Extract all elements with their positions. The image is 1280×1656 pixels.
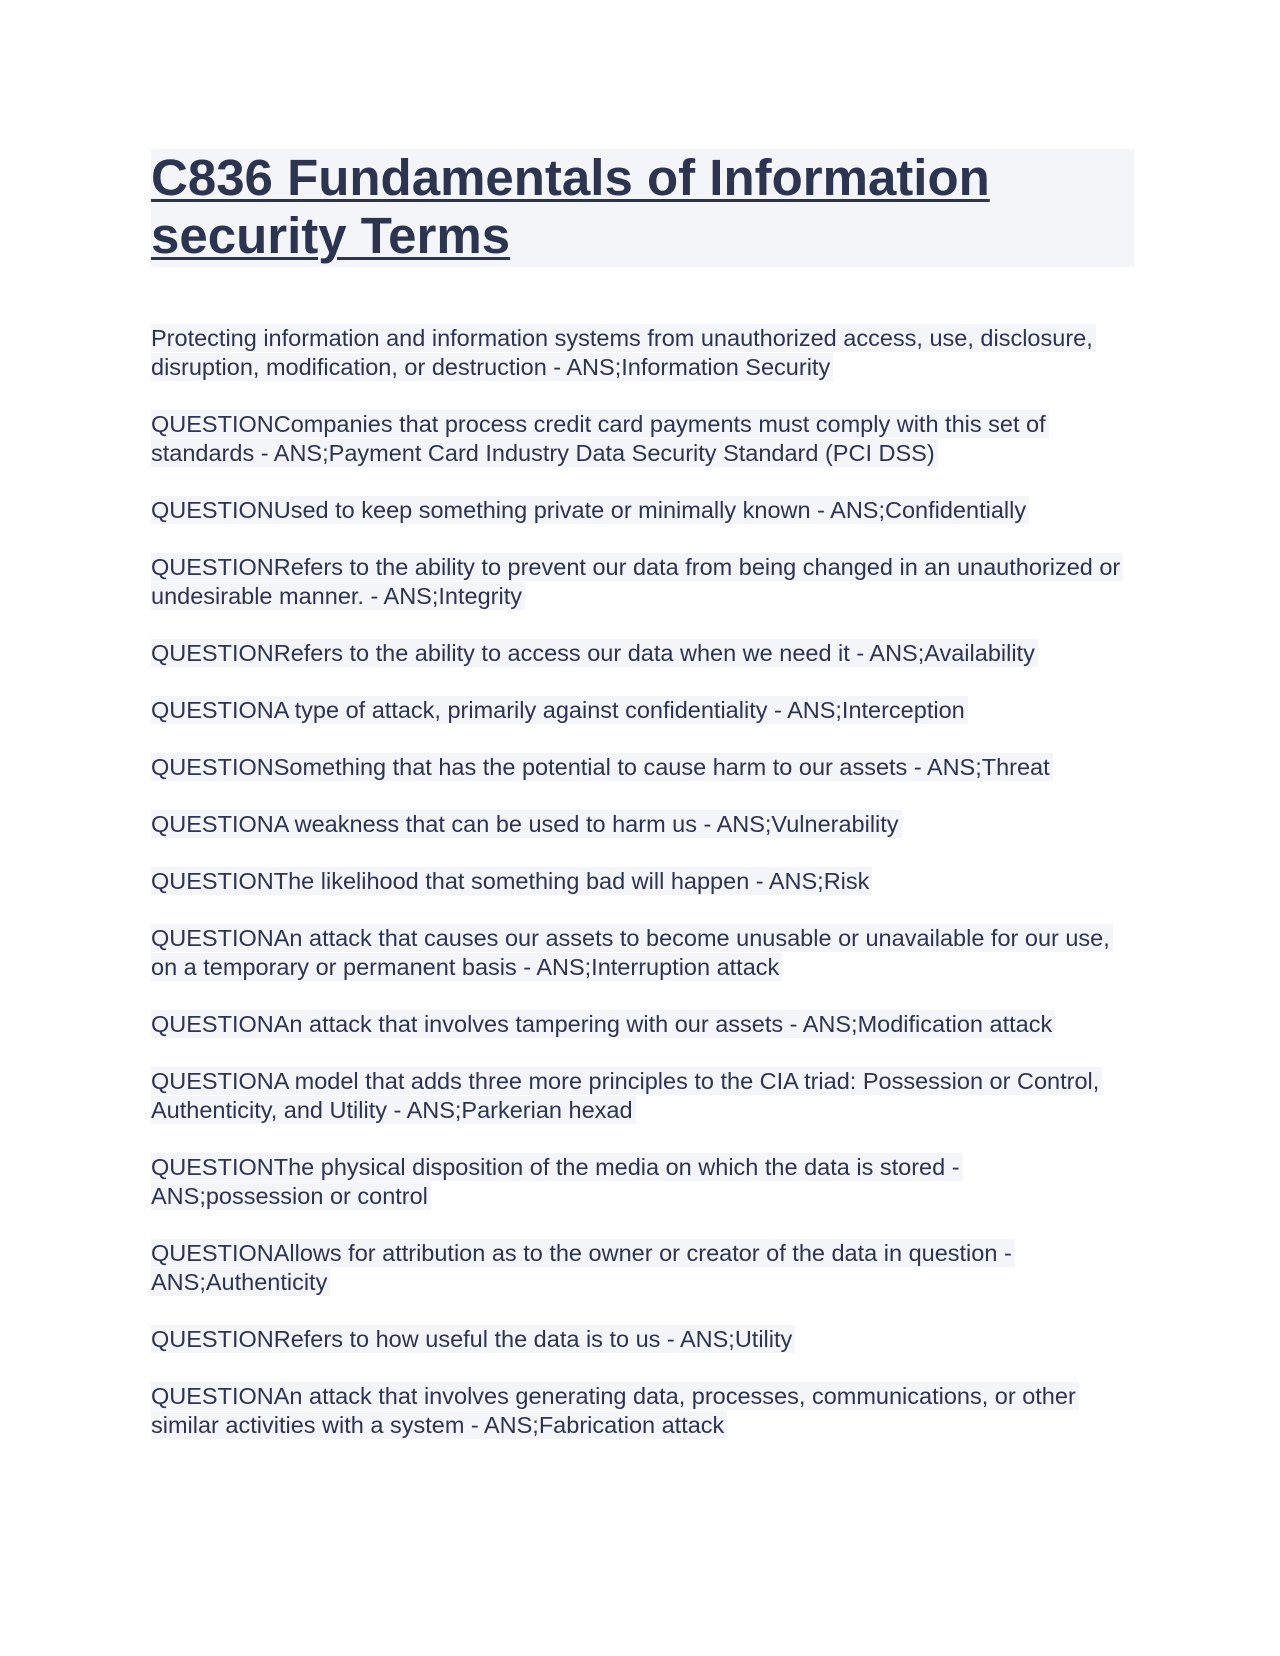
entry-text: A type of attack, primarily against confidentiality - ANS;Interception (273, 697, 965, 723)
list-item (151, 810, 1134, 839)
list-item (151, 1153, 1134, 1211)
entry-highlight (151, 639, 1038, 667)
list-item (151, 867, 1134, 896)
list-item (151, 753, 1134, 782)
entry-text: Something that has the potential to cause harm to our assets - ANS;Threat (273, 754, 1050, 780)
entry-text: The likelihood that something bad will happen - ANS;Risk (273, 868, 870, 894)
entry-highlight (151, 753, 1053, 781)
list-item (151, 496, 1134, 525)
entry-list (151, 324, 1134, 1440)
entry-text: Refers to how useful the data is to us - ANS;Utility (273, 1326, 793, 1352)
question-prefix: QUESTION (151, 497, 274, 523)
entry-highlight (151, 810, 902, 838)
question-prefix: QUESTION (151, 925, 274, 951)
entry-highlight (151, 867, 872, 895)
question-prefix: QUESTION (151, 1068, 274, 1094)
title-block (151, 149, 1134, 267)
list-item (151, 1239, 1134, 1297)
question-prefix: QUESTION (151, 640, 274, 666)
entry-highlight (151, 696, 968, 724)
entry-text: Used to keep something private or minimally known - ANS;Confidentially (273, 497, 1027, 523)
question-prefix: QUESTION (151, 1383, 274, 1409)
list-item (151, 1067, 1134, 1125)
entry-text: An attack that causes our assets to become unusable or unavailable for our use, on a temporary or permanent basis - ANS;Interruption attack (151, 925, 1110, 980)
question-prefix: QUESTION (151, 1011, 274, 1037)
entry-highlight (151, 1153, 963, 1210)
list-item (151, 924, 1134, 982)
entry-text: Protecting information and information systems from unauthorized access, use, disclosure, disruption, modification, or destruction - ANS;Information Security (151, 325, 1093, 380)
entry-text: An attack that involves generating data, processes, communications, or other similar activities with a system - ANS;Fabrication attack (151, 1383, 1076, 1438)
document-page (151, 149, 1134, 1468)
entry-highlight (151, 924, 1113, 981)
page-title: C836 Fundamentals of Information security Terms (151, 149, 990, 264)
entry-highlight (151, 1239, 1015, 1296)
list-item (151, 639, 1134, 668)
question-prefix: QUESTION (151, 811, 274, 837)
entry-highlight (151, 410, 1049, 467)
entry-highlight (151, 1010, 1055, 1038)
entry-text: Refers to the ability to prevent our data from being changed in an unauthorized or undesirable manner. - ANS;Integrity (151, 554, 1121, 609)
entry-highlight (151, 1382, 1079, 1439)
list-item (151, 553, 1134, 611)
entry-text: An attack that involves tampering with our assets - ANS;Modification attack (273, 1011, 1053, 1037)
entry-highlight (151, 324, 1096, 381)
list-item (151, 1382, 1134, 1440)
entry-highlight (151, 496, 1029, 524)
question-prefix: QUESTION (151, 1326, 274, 1352)
question-prefix: QUESTION (151, 868, 274, 894)
question-prefix: QUESTION (151, 554, 274, 580)
entry-text: Refers to the ability to access our data when we need it - ANS;Availability (273, 640, 1035, 666)
entry-text: A weakness that can be used to harm us - ANS;Vulnerability (273, 811, 899, 837)
question-prefix: QUESTION (151, 697, 274, 723)
question-prefix: QUESTION (151, 411, 274, 437)
entry-text: A model that adds three more principles to the CIA triad: Possession or Control, Authenticity, and Utility - ANS;Parkerian hexad (151, 1068, 1100, 1123)
entry-highlight (151, 1325, 795, 1353)
question-prefix: QUESTION (151, 1154, 274, 1180)
entry-highlight (151, 553, 1123, 610)
list-item (151, 1325, 1134, 1354)
list-item (151, 1010, 1134, 1039)
question-prefix: QUESTION (151, 1240, 274, 1266)
entry-text: The physical disposition of the media on which the data is stored - ANS;possession or control (151, 1154, 960, 1209)
list-item (151, 324, 1134, 382)
list-item (151, 410, 1134, 468)
entry-text: Allows for attribution as to the owner or creator of the data in question - ANS;Authenticity (151, 1240, 1012, 1295)
list-item (151, 696, 1134, 725)
question-prefix: QUESTION (151, 754, 274, 780)
entry-text: Companies that process credit card payments must comply with this set of standards - ANS;Payment Card Industry Data Security Standard (PCI DSS) (151, 411, 1046, 466)
entry-highlight (151, 1067, 1102, 1124)
